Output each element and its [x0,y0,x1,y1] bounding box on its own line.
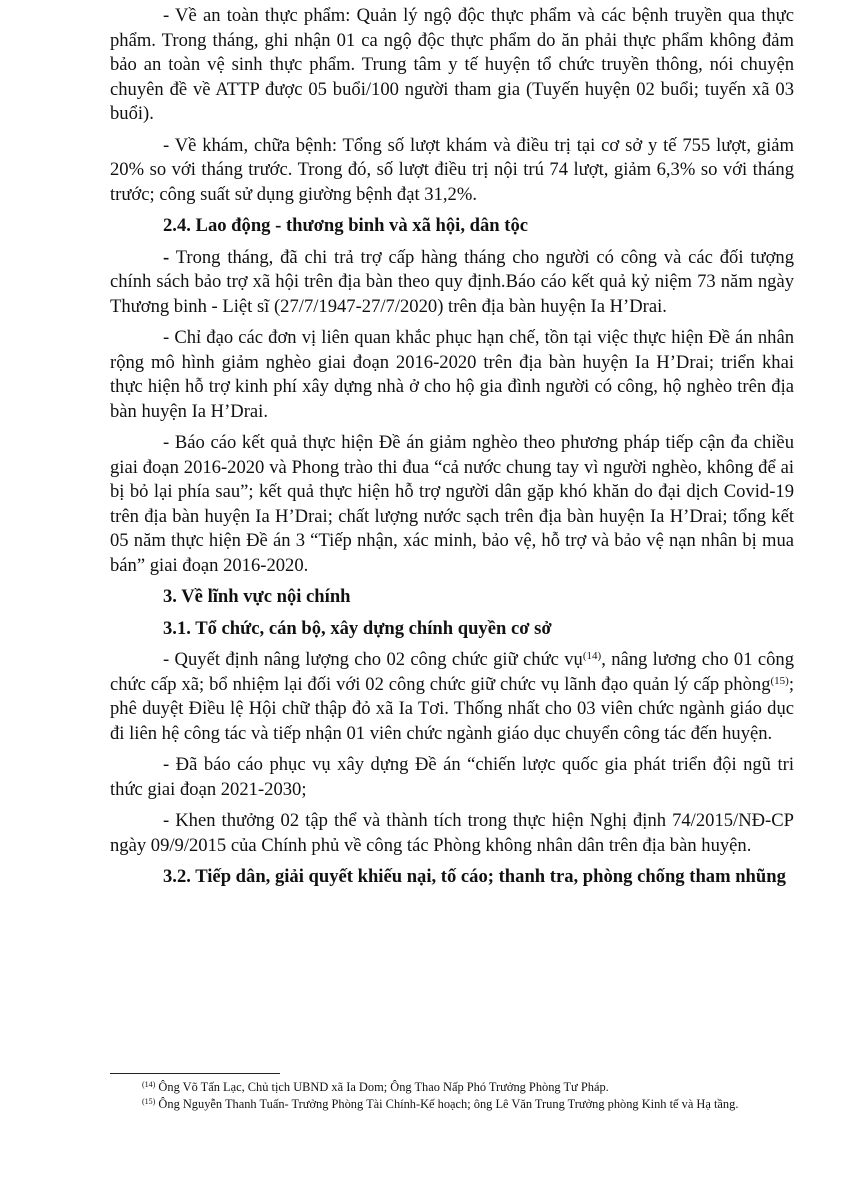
footnotes [110,1073,794,1113]
footnote-mark-14: (14) [142,1080,156,1089]
footnote-15 [110,1096,794,1112]
footnote-text-14: Ông Võ Tấn Lạc, Chủ tịch UBND xã Ia Dom; Ông Thao Nấp Phó Trưởng Phòng Tư Pháp. [155,1080,609,1094]
document-page [110,4,794,897]
footnote-separator [110,1073,280,1074]
heading-3-internal-affairs: 3. Về lĩnh vực nội chính [163,586,351,607]
salary-text-c: ; phê duyệt Điều lệ Hội chữ thập đỏ xã Ia Tơi. Thống nhất cho 03 viên chức ngành giáo dục đi liên hệ công tác và tiếp nhận 01 viên chức ngành giáo dục chuyển công tác đến huyện. [110,673,794,744]
paragraph-salary-decision [110,648,794,746]
paragraph-medical-exams: - Về khám, chữa bệnh: Tổng số lượt khám và điều trị tại cơ sở y tế 755 lượt, giảm 20% so với tháng trước. Trong đó, số lượt điều trị nội trú 74 lượt, giảm 6,3% so với tháng trước; công suất sử dụng giường bệnh đạt 31,2%. [110,134,794,205]
footnote-ref-15: (15) [770,674,789,687]
heading-2-4-labour: 2.4. Lao động - thương binh và xã hội, dân tộc [163,215,529,236]
bold-dash: - [163,246,170,268]
footnote-mark-15: (15) [142,1097,156,1106]
paragraph-commendation: - Khen thưởng 02 tập thể và thành tích trong thực hiện Nghị định 74/2015/NĐ-CP ngày 09/9/2015 của Chính phủ về công tác Phòng không nhân dân trên địa bàn huyện. [110,810,794,856]
heading-3-1-organization: 3.1. Tổ chức, cán bộ, xây dựng chính quyền cơ sở [163,617,552,639]
heading-3-2-citizen-reception: 3.2. Tiếp dân, giải quyết khiếu nại, tố cáo; thanh tra, phòng chống tham nhũng [163,866,786,887]
paragraph-poverty-report: - Báo cáo kết quả thực hiện Đề án giảm nghèo theo phương pháp tiếp cận đa chiều giai đoạn 2016-2020 và Phong trào thi đua “cả nước chung tay vì người nghèo, không để ai bị bỏ lại phía sau”; kết quả thực hiện hỗ trợ người dân gặp khó khăn do đại dịch Covid-19 trên địa bàn huyện Ia H’Drai; chất lượng nước sạch trên địa bàn huyện Ia H’Drai; tổng kết 05 năm thực hiện Đề án 3 “Tiếp nhận, xác minh, bảo vệ, hỗ trợ và bảo vệ nạn nhân bị mua bán” giai đoạn 2016-2020. [110,432,794,576]
footnote-14 [110,1079,794,1095]
paragraph-allowances [110,246,794,320]
paragraph-poverty-model: - Chỉ đạo các đơn vị liên quan khắc phục hạn chế, tồn tại việc thực hiện Đề án nhân rộng mô hình giảm nghèo giai đoạn 2016-2020 trên địa bàn huyện Ia H’Drai; triển khai thực hiện hỗ trợ kinh phí xây dựng nhà ở cho hộ gia đình người có công, hộ nghèo trên địa bàn huyện Ia H’Drai. [110,327,794,422]
paragraph-food-safety: - Về an toàn thực phẩm: Quản lý ngộ độc thực phẩm và các bệnh truyền qua thực phẩm. Trong tháng, ghi nhận 01 ca ngộ độc thực phẩm do ăn phải thực phẩm không đảm bảo an toàn vệ sinh thực phẩm. Trung tâm y tế huyện tổ chức truyền thông, nói chuyện chuyên đề về ATTP được 05 buổi/100 người tham gia (Tuyến huyện 02 buổi; tuyến xã 03 buổi). [110,5,794,124]
footnote-ref-14: (14) [582,650,602,662]
salary-text-b: , nâng lương cho 01 công chức cấp xã; bổ nhiệm lại đối với 02 công chức giữ chức vụ lãnh đạo quản lý cấp phòng [110,649,794,695]
paragraph-strategy-report: - Đã báo cáo phục vụ xây dựng Đề án “chiến lược quốc gia phát triển đội ngũ tri thức giai đoạn 2021-2030; [110,754,794,800]
paragraph-allowances-text: Trong tháng, đã chi trả trợ cấp hàng tháng cho người có công và các đối tượng chính sách bảo trợ xã hội trên địa bàn theo quy định.Báo cáo kết quả kỷ niệm 73 năm ngày Thương binh - Liệt sĩ (27/7/1947-27/7/2020) trên địa bàn huyện Ia H’Drai. [110,246,794,317]
footnote-text-15: Ông Nguyễn Thanh Tuấn- Trưởng Phòng Tài Chính-Kế hoạch; ông Lê Văn Trung Trưởng phòng Kinh tế và Hạ tầng. [155,1097,739,1111]
salary-text-a: - Quyết định nâng lượng cho 02 công chức giữ chức vụ [163,649,583,670]
